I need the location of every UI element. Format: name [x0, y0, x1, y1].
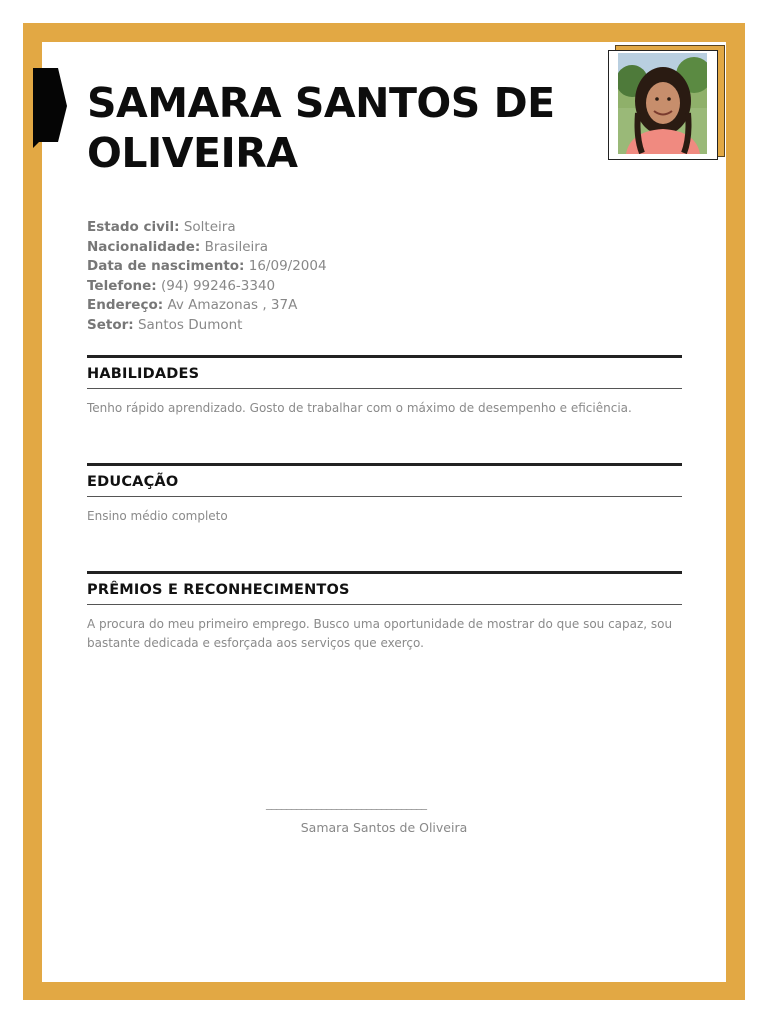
section-skills [87, 355, 682, 418]
info-district: Setor: Santos Dumont [87, 316, 243, 333]
info-birth-date: Data de nascimento: 16/09/2004 [87, 258, 327, 274]
info-address: Endereço: Av Amazonas , 37A [87, 297, 298, 313]
section-title: EDUCAÇÃO [87, 474, 179, 490]
info-phone: Telefone: (94) 99246-3340 [87, 277, 276, 294]
section-title: HABILIDADES [87, 366, 200, 382]
section-body: A procura do meu primeiro emprego. Busco uma oportunidade de mostrar do que sou capaz, sou bastante dedicada e esforçada aos serviços que exerço. [87, 617, 673, 650]
info-nationality: Nacionalidade: Brasileira [87, 238, 269, 255]
section-education [87, 463, 682, 526]
section-title: PRÊMIOS E RECONHECIMENTOS [87, 582, 350, 598]
candidate-name: SAMARA SANTOS DE OLIVEIRA [87, 79, 555, 177]
section-body: Tenho rápido aprendizado. Gosto de trabalhar com o máximo de desempenho e eficiência. [87, 401, 632, 415]
profile-photo [618, 53, 707, 154]
personal-info [87, 218, 327, 335]
signature-name: Samara Santos de Oliveira [300, 820, 468, 835]
section-divider-thin [87, 388, 682, 389]
info-marital-status: Estado civil: Solteira [87, 219, 236, 235]
section-body: Ensino médio completo [87, 509, 228, 523]
signature-line: ________________________________ [266, 796, 426, 810]
section-divider-thin [87, 496, 682, 497]
section-awards [87, 571, 682, 653]
section-divider-thin [87, 604, 682, 605]
bookmark-tab-icon [33, 68, 67, 148]
